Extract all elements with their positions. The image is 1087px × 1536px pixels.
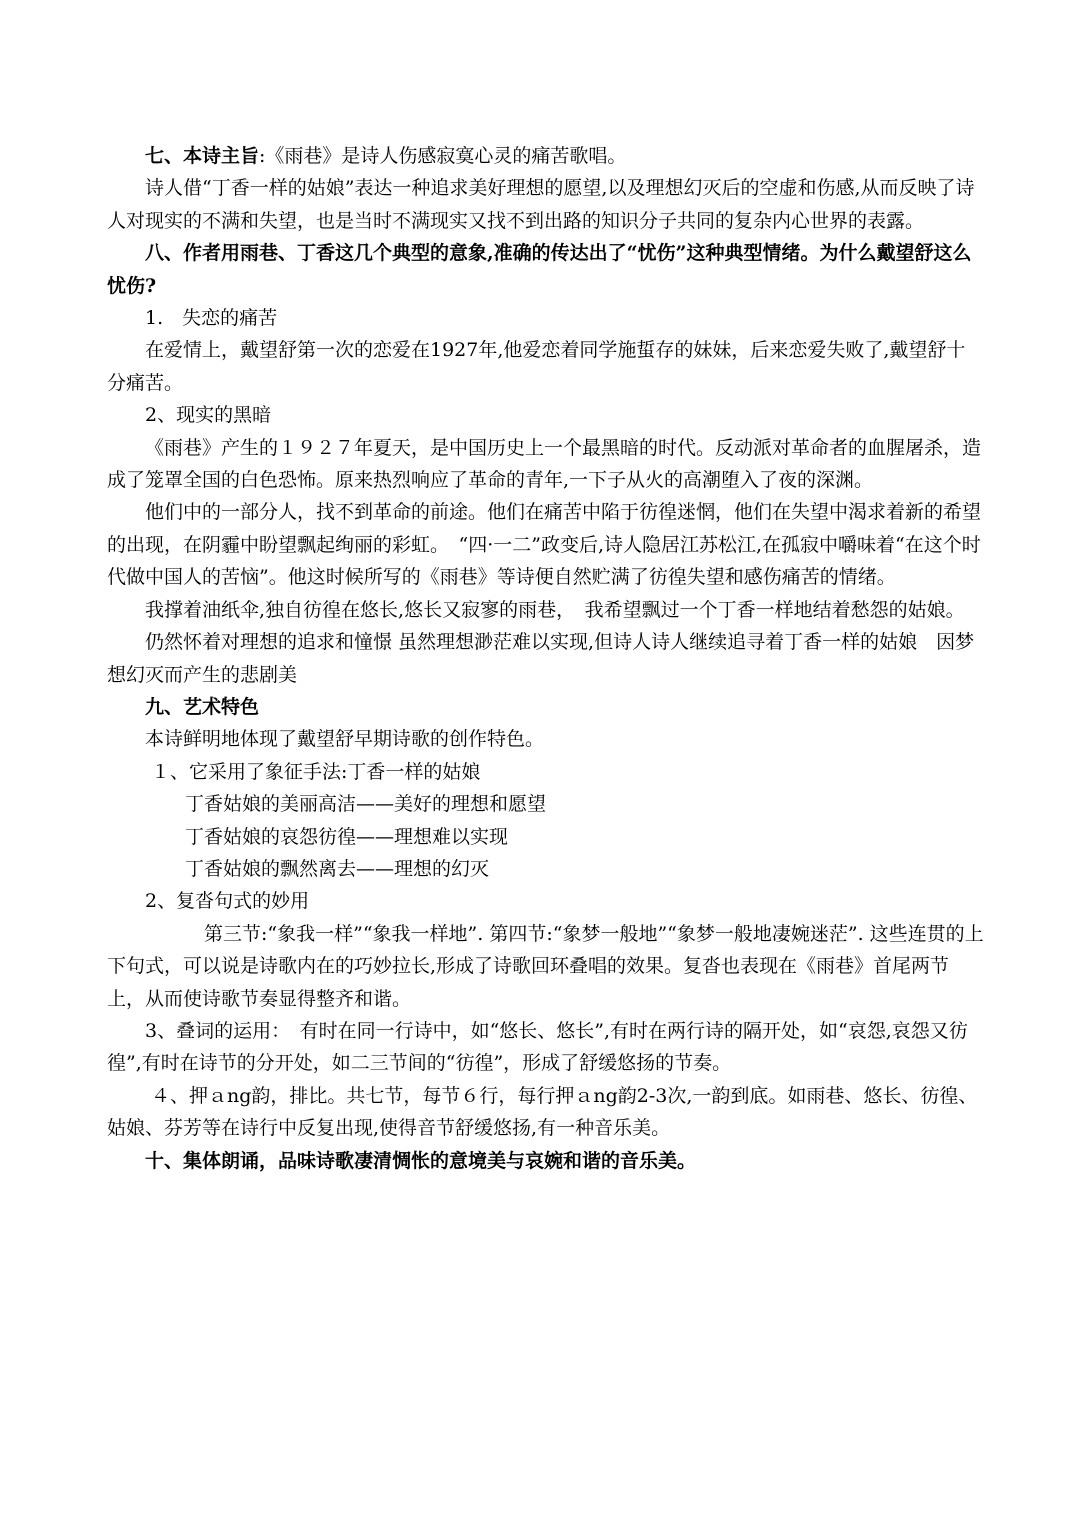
section-9-item-2: 2、复沓句式的妙用 [145,890,310,913]
section-10-heading: 十、集体朗诵，品味诗歌凄清惆怅的意境美与哀婉和谐的音乐美。 [145,1149,697,1172]
section-9-item-1: １、它采用了象征手法:丁香一样的姑娘 [151,760,481,783]
section-9-intro: 本诗鲜明地体现了戴望舒早期诗歌的创作特色。 [145,728,545,751]
section-8-poem-quote: 我撑着油纸伞,独自彷徨在悠长,悠长又寂寥的雨巷， 我希望飘过一个丁香一样地结着愁怨的姑娘。 [145,598,965,621]
section-9-paragraph-3: 3、叠词的运用： 有时在同一行诗中，如“悠长、悠长”,有时在两行诗的隔开处，如“哀怨,哀怨又彷徨”,有时在诗节的分开处，如二三节间的“彷徨”，形成了舒缓悠扬的节奏。 [107,1019,968,1075]
section-8-subheading-1: 1. 失恋的痛苦 [145,307,278,330]
section-7-title: 七、本诗主旨 [145,145,260,167]
section-8-paragraph-2: 《雨巷》产生的１９２７年夏天，是中国历史上一个最黑暗的时代。反动派对革命者的血腥屠杀，造成了笼罩全国的白色恐怖。原来热烈响应了革命的青年,一下子从火的高潮堕入了夜的深渊。 [107,436,982,492]
section-8-paragraph-1: 在爱情上，戴望舒第一次的恋爱在1927年,他爱恋着同学施蜇存的妹妹，后来恋爱失败了,戴望舒十分痛苦。 [107,339,966,394]
section-9-heading: 九、艺术特色 [145,695,260,718]
section-9-paragraph-2: 第三节:“象我一样”“象我一样地”. 第四节:“象梦一般地”“象梦一般地凄婉迷茫”. 这些连贯的上下句式，可以说是诗歌内在的巧妙拉长,形成了诗歌回环叠唱的效果。复沓也表现在《雨巷》首尾两节上，从而使诗歌节奏显得整齐和谐。 [107,922,984,1010]
symbol-line-2: 丁香姑娘的哀怨彷徨——理想难以实现 [185,825,509,848]
section-8-heading: 八、作者用雨巷、丁香这几个典型的意象,准确的传达出了“忧伤”这种典型情绪。为什么戴望舒这么忧伤? [107,242,972,297]
symbol-line-3: 丁香姑娘的飘然离去——理想的幻灭 [185,857,490,880]
document-page [107,140,984,1177]
section-7-heading [107,140,984,172]
section-8-paragraph-5: 仍然怀着对理想的追求和憧憬 虽然理想渺茫难以实现,但诗人诗人继续追寻着丁香一样的姑娘 因梦想幻灭而产生的悲剧美 [107,631,975,686]
section-7-paragraph: 诗人借“丁香一样的姑娘”表达一种追求美好理想的愿望,以及理想幻灭后的空虚和伤感,从而反映了诗人对现实的不满和失望，也是当时不满现实又找不到出路的知识分子共同的复杂内心世界的表露。 [107,177,975,232]
section-8-paragraph-3: 他们中的一部分人，找不到革命的前途。他们在痛苦中陷于彷徨迷惘，他们在失望中渴求着新的希望的出现，在阴霾中盼望飘起绚丽的彩虹。 “四·一二”政变后,诗人隐居江苏松江,在孤寂中嚼味着“在这个时代做中国人的苦恼”。他这时候所写的《雨巷》等诗便自然贮满了彷徨失望和感伤痛苦的情绪。 [107,501,982,589]
symbol-line-1: 丁香姑娘的美丽高洁——美好的理想和愿望 [185,793,547,816]
section-8-subheading-2: 2、现实的黑暗 [145,404,272,427]
section-7-theme: :《雨巷》是诗人伤感寂寞心灵的痛苦歌唱。 [259,145,627,167]
section-9-paragraph-4: ４、押ａng韵，排比。共七节，每节６行，每行押ａng韵2-3次,一韵到底。如雨巷、悠长、彷徨、姑娘、芬芳等在诗行中反复出现,使得音节舒缓悠扬,有一种音乐美。 [107,1084,978,1140]
